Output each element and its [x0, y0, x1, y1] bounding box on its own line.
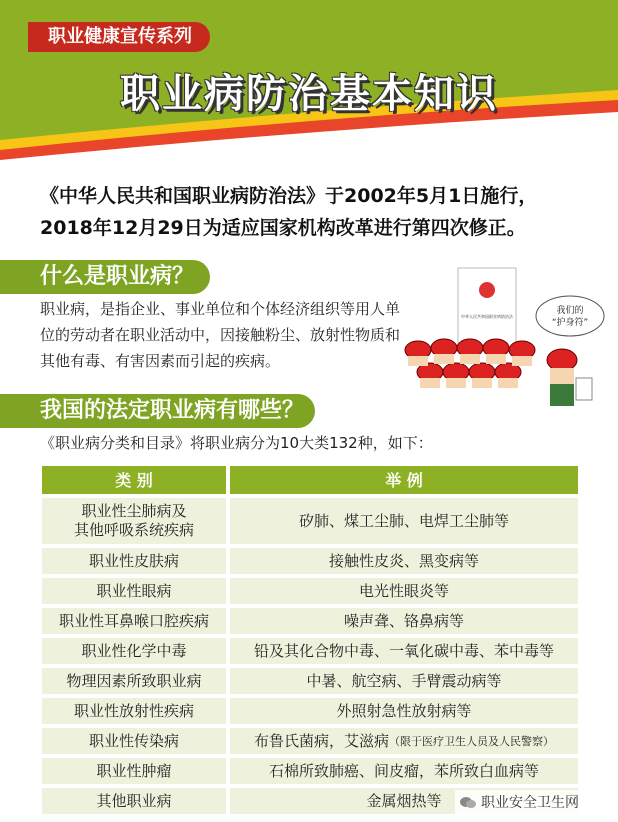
source-watermark [455, 790, 583, 814]
category-cell: 职业性耳鼻喉口腔疾病 [42, 608, 226, 634]
intro-text [40, 180, 600, 244]
workers-illustration [400, 260, 610, 410]
table-row [42, 728, 578, 754]
header-category: 类 别 [42, 466, 226, 494]
example-cell: 石棉所致肺癌、间皮瘤，苯所致白血病等 [230, 758, 578, 784]
table-row [42, 668, 578, 694]
watermark-text: 职业安全卫生网 [481, 795, 579, 811]
example-cell: 噪声聋、铬鼻病等 [230, 608, 578, 634]
category-cell: 物理因素所致职业病 [42, 668, 226, 694]
category-cell: 职业性传染病 [42, 728, 226, 754]
table-row [42, 498, 578, 544]
category-cell: 职业性眼病 [42, 578, 226, 604]
intro-line-2: 2018年12月29日为适应国家机构改革进行第四次修正。 [40, 217, 526, 239]
table-header-row [42, 466, 578, 494]
category-cell: 职业性皮肤病 [42, 548, 226, 574]
table-row [42, 608, 578, 634]
worker-heads [405, 339, 592, 406]
category-cell: 职业性尘肺病及 其他呼吸系统疾病 [42, 498, 226, 544]
law-book-icon [458, 268, 516, 348]
section-heading-statutory: 我国的法定职业病有哪些？ [0, 394, 315, 428]
page-title: 职业病防治基本知识 [120, 71, 498, 117]
example-cell: 铅及其化合物中毒、一氧化碳中毒、苯中毒等 [230, 638, 578, 664]
table-row [42, 698, 578, 724]
table-row [42, 548, 578, 574]
example-cell: 中暑、航空病、手臂震动病等 [230, 668, 578, 694]
table-row [42, 578, 578, 604]
header-examples: 举 例 [230, 466, 578, 494]
example-cell: 接触性皮炎、黑变病等 [230, 548, 578, 574]
classification-text: 《职业病分类和目录》将职业病分为10大类132种，如下： [40, 434, 433, 452]
book-title: 中华人民共和国职业病防治法 [461, 314, 513, 319]
wechat-icon [459, 795, 477, 809]
intro-line-1: 《中华人民共和国职业病防治法》于2002年5月1日施行， [40, 185, 538, 207]
header-banner [0, 0, 618, 180]
example-cell: 外照射急性放射病等 [230, 698, 578, 724]
category-cell: 其他职业病 [42, 788, 226, 814]
example-cell: 矽肺、煤工尘肺、电焊工尘肺等 [230, 498, 578, 544]
example-cell [230, 728, 578, 754]
table-row [42, 758, 578, 784]
example-cell: 电光性眼炎等 [230, 578, 578, 604]
speech-bubble [536, 296, 604, 336]
table-row [42, 638, 578, 664]
category-cell: 职业性化学中毒 [42, 638, 226, 664]
example-note: （限于医疗卫生人员及人民警察） [389, 734, 554, 748]
disease-table [42, 466, 578, 818]
svg-text:“护身符”: “护身符” [551, 318, 589, 328]
example-text: 布鲁氏菌病，艾滋病 [253, 731, 389, 750]
category-cell: 职业性放射性疾病 [42, 698, 226, 724]
section-heading-what-is: 什么是职业病？ [0, 260, 210, 294]
definition-paragraph: 职业病，是指企业、事业单位和个体经济组织等用人单位的劳动者在职业活动中，因接触粉尘、放射性物质和其他有毒、有害因素而引起的疾病。 [40, 300, 401, 370]
category-cell: 职业性肿瘤 [42, 758, 226, 784]
svg-text:我们的: 我们的 [556, 306, 584, 316]
series-tag: 职业健康宣传系列 [28, 22, 210, 52]
example-cell: 金属烟热等 [230, 788, 578, 814]
